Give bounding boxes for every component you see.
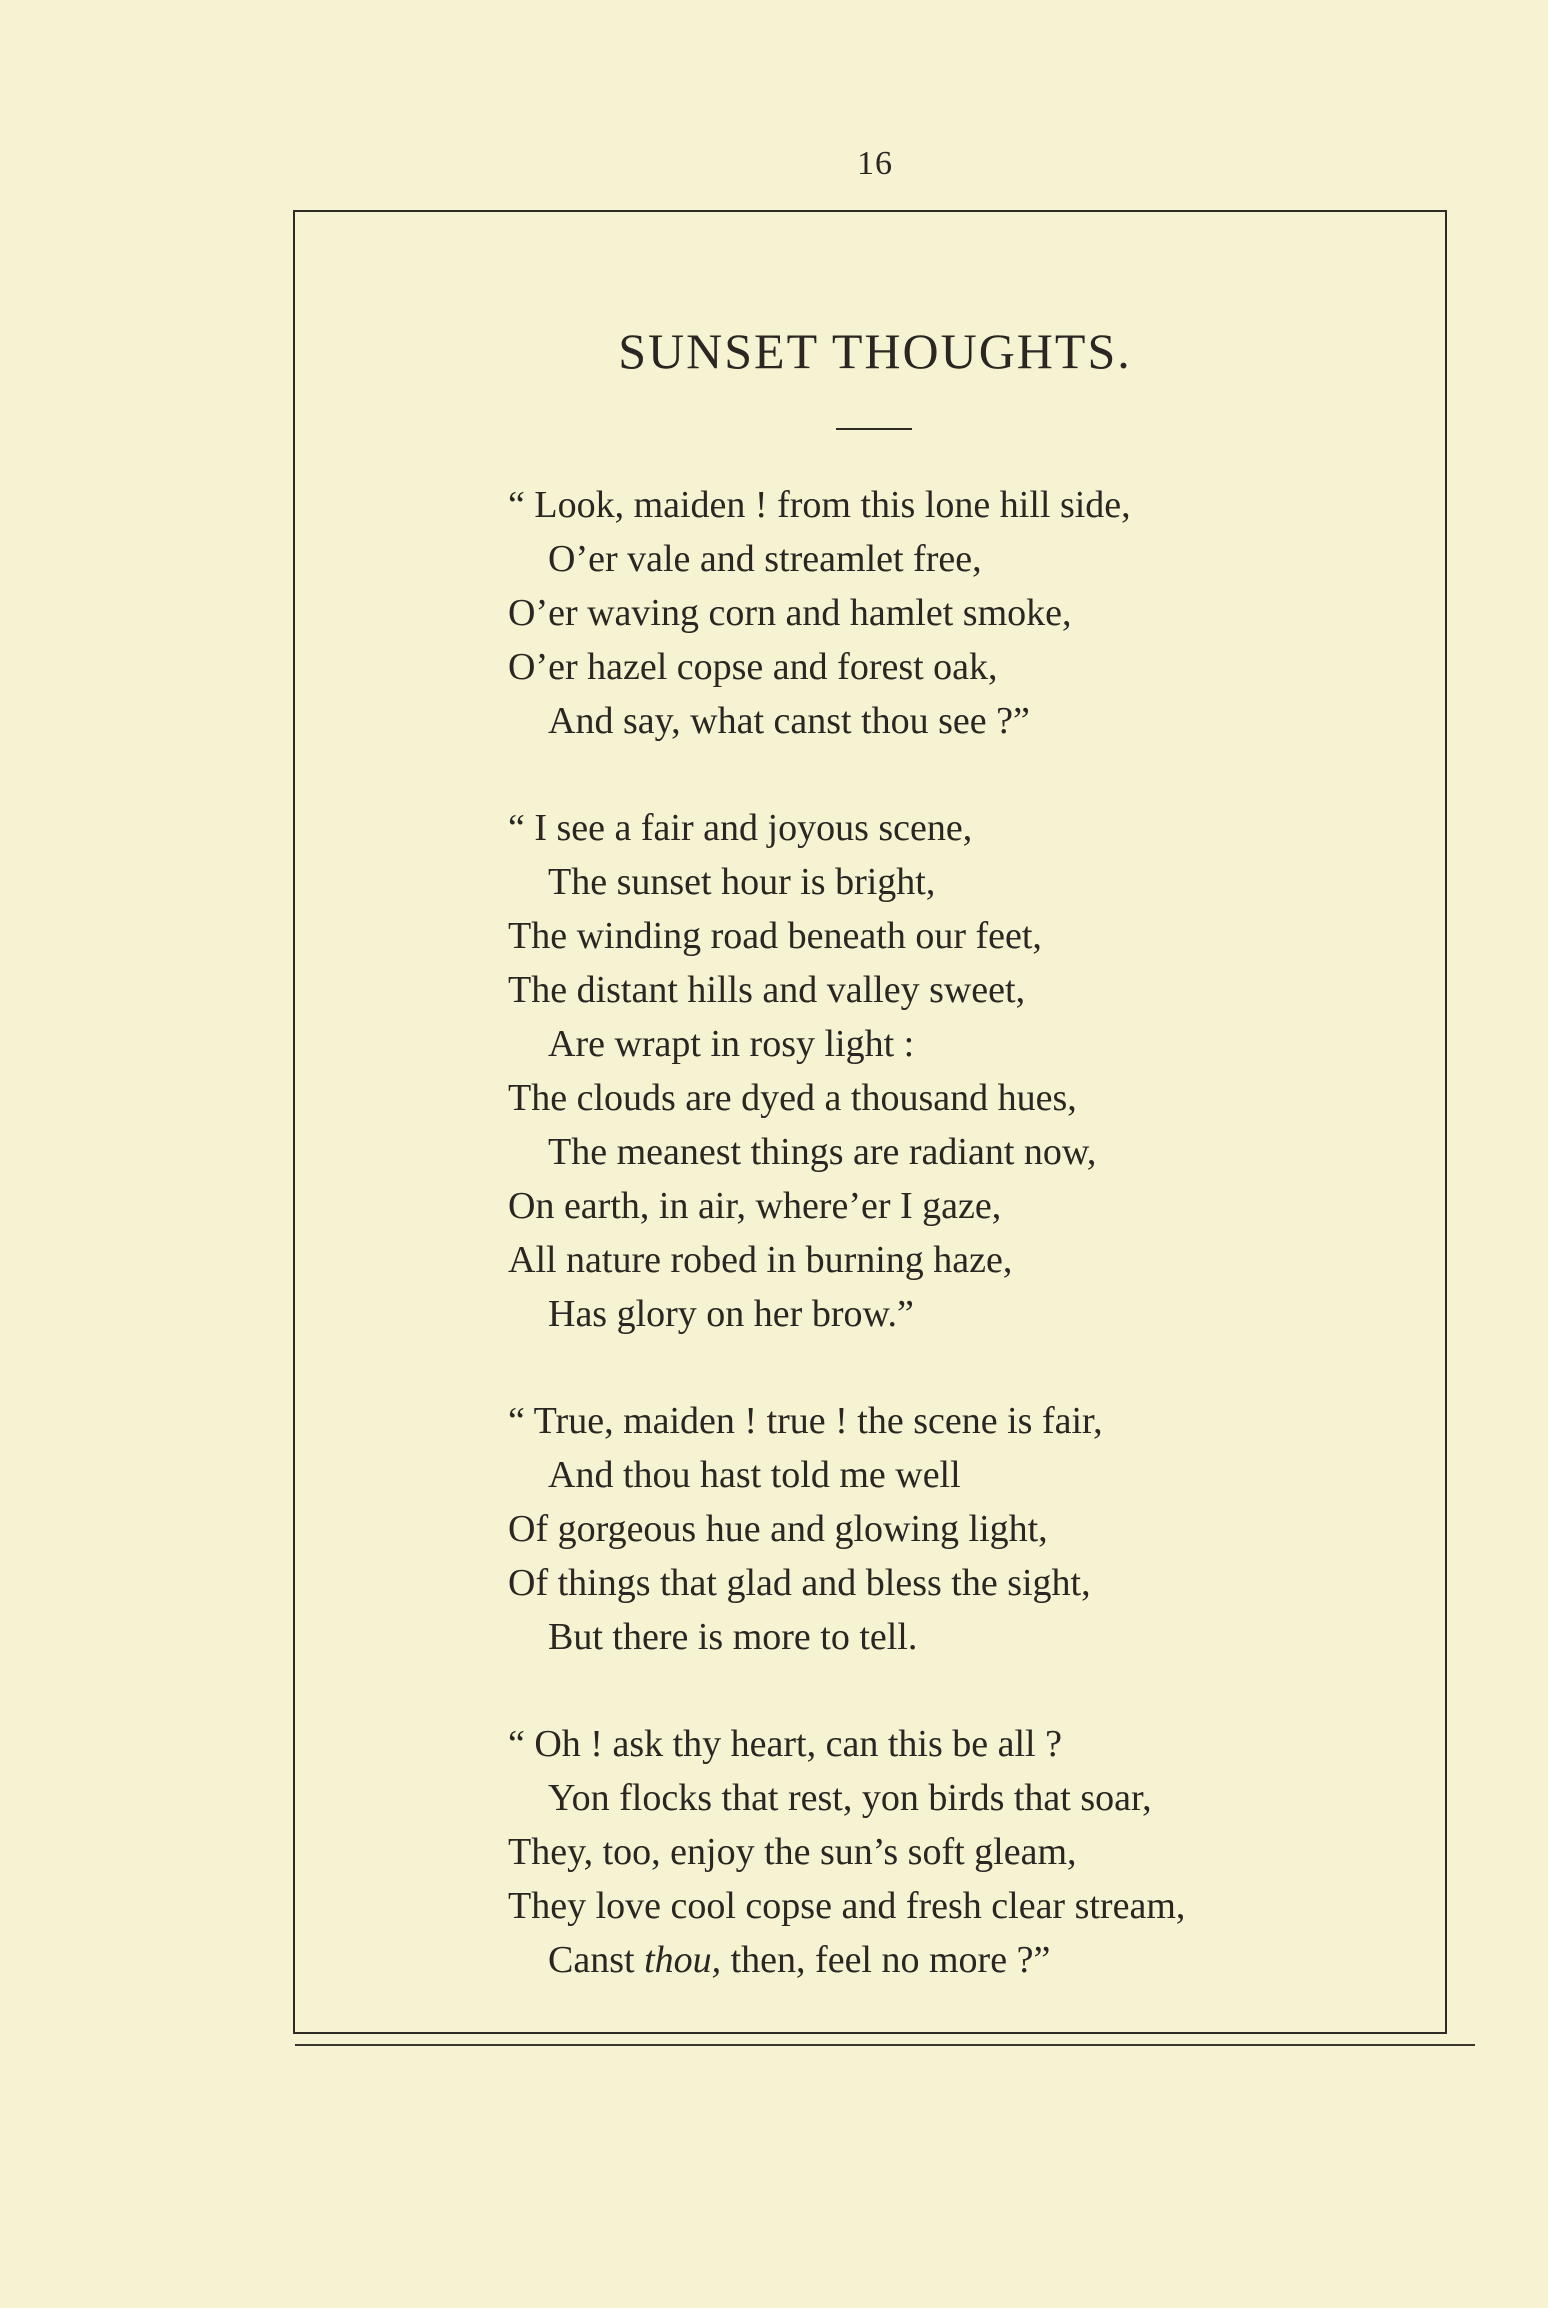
poem-line: “ Oh ! ask thy heart, can this be all ? — [508, 1723, 1062, 1765]
stanza — [508, 801, 1388, 1341]
poem-line: “ Look, maiden ! from this lone hill side, — [508, 484, 1131, 526]
page-number: 16 — [857, 145, 893, 182]
stanza — [508, 1717, 1388, 1987]
poem-line: Yon flocks that rest, yon birds that soar, — [548, 1777, 1152, 1819]
poem-line: They, too, enjoy the sun’s soft gleam, — [508, 1831, 1077, 1873]
stanza — [508, 478, 1388, 748]
poem-line: On earth, in air, where’er I gaze, — [508, 1185, 1002, 1227]
line-text: Canst — [548, 1939, 645, 1981]
poem-line: Of things that glad and bless the sight, — [508, 1562, 1091, 1604]
poem-line: Of gorgeous hue and glowing light, — [508, 1508, 1048, 1550]
poem-line: The distant hills and valley sweet, — [508, 969, 1026, 1011]
line-text: then, feel no more ?” — [721, 1939, 1051, 1981]
poem-line: And say, what canst thou see ?” — [548, 700, 1030, 742]
poem-line: The meanest things are radiant now, — [548, 1131, 1097, 1173]
poem-body — [508, 478, 1388, 2040]
poem-line: O’er waving corn and hamlet smoke, — [508, 592, 1072, 634]
title-divider — [836, 428, 912, 430]
stanza — [508, 1394, 1388, 1664]
poem-line: O’er vale and streamlet free, — [548, 538, 982, 580]
poem-line: And thou hast told me well — [548, 1454, 961, 1496]
poem-line — [508, 1933, 1388, 1987]
poem-line: The winding road beneath our feet, — [508, 915, 1042, 957]
poem-title: SUNSET THOUGHTS. — [618, 323, 1132, 379]
poem-line: They love cool copse and fresh clear stream, — [508, 1885, 1186, 1927]
poem-line: “ I see a fair and joyous scene, — [508, 807, 973, 849]
poem-line: The clouds are dyed a thousand hues, — [508, 1077, 1077, 1119]
poem-line: Has glory on her brow.” — [548, 1293, 914, 1335]
poem-line: All nature robed in burning haze, — [508, 1239, 1013, 1281]
italic-word: thou, — [644, 1939, 722, 1981]
poem-line: “ True, maiden ! true ! the scene is fair, — [508, 1400, 1103, 1442]
poem-line: But there is more to tell. — [548, 1616, 918, 1658]
poem-line: Are wrapt in rosy light : — [548, 1023, 915, 1065]
poem-line: O’er hazel copse and forest oak, — [508, 646, 998, 688]
poem-line: The sunset hour is bright, — [548, 861, 936, 903]
